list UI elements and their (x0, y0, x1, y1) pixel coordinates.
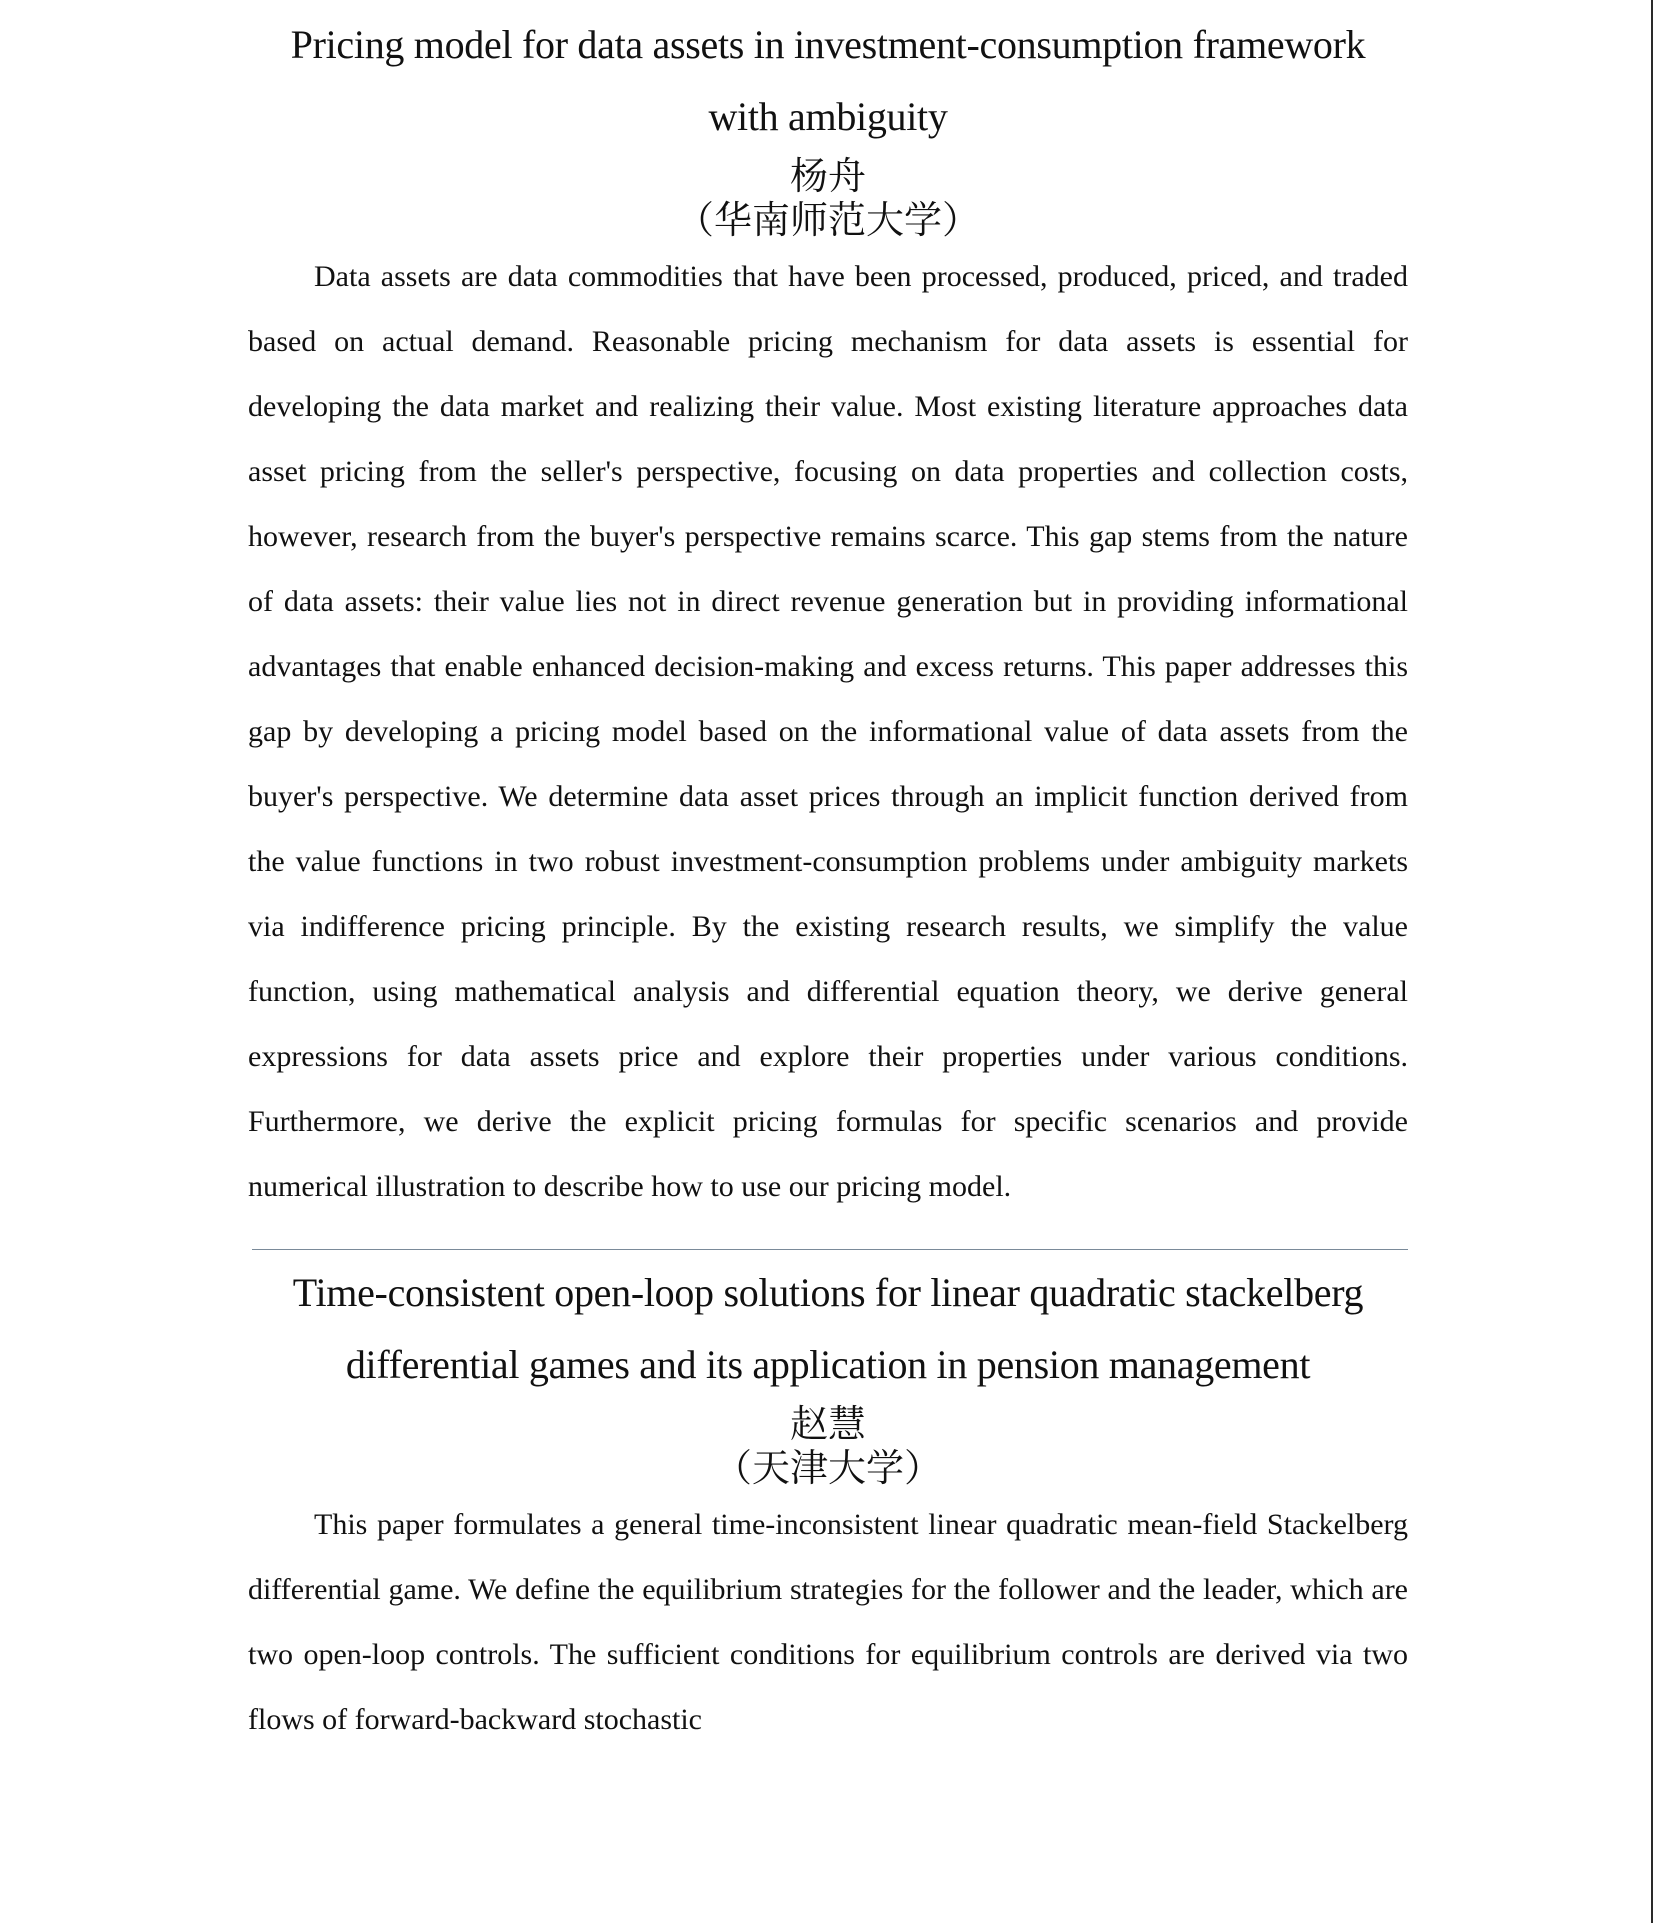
paper-abstract: Data assets are data commodities that have been processed, produced, priced, and traded based on actual demand. Reasonable pricing mechanism for data assets is essential for developing the data market and realizing their value. Most existing literature approaches data asset pricing from the seller's perspective, focusing on data properties and collection costs, however, research from the buyer's perspective remains scarce. This gap stems from the nature of data assets: their value lies not in direct revenue generation but in providing informational advantages that enable enhanced decision-making and excess returns. This paper addresses this gap by developing a pricing model based on the informational value of data assets from the buyer's perspective. We determine data asset prices through an implicit function derived from the value functions in two robust investment-consumption problems under ambiguity markets via indifference pricing principle. By the existing research results, we simplify the value function, using mathematical analysis and differential equation theory, we derive general expressions for data assets price and explore their properties under various conditions. Furthermore, we derive the explicit pricing formulas for specific scenarios and provide numerical illustration to describe how to use our pricing model. (248, 260, 1408, 1203)
paper-title-line: Time-consistent open-loop solutions for linear quadratic stackelberg (292, 1270, 1364, 1315)
paper-entry (248, 1250, 1408, 1752)
paper-entry (248, 2, 1408, 1219)
paper-author: 赵慧 (789, 1402, 866, 1446)
paper-title (248, 2, 1408, 160)
paper-title (248, 1250, 1408, 1408)
paper-title-line: with ambiguity (708, 94, 948, 139)
paper-affiliation: （华南师范大学） (675, 198, 980, 242)
paper-title-line: Pricing model for data assets in investment-consumption framework (290, 22, 1366, 67)
paper-title-line: differential games and its application in pension management (345, 1342, 1311, 1387)
document-page (248, 0, 1408, 1752)
paper-abstract: This paper formulates a general time-inconsistent linear quadratic mean-field Stackelberg differential game. We define the equilibrium strategies for the follower and the leader, which are two open-loop controls. The sufficient conditions for equilibrium controls are derived via two flows of forward-backward stochastic (248, 1508, 1408, 1736)
paper-author: 杨舟 (789, 154, 866, 198)
paper-affiliation: （天津大学） (713, 1446, 942, 1490)
